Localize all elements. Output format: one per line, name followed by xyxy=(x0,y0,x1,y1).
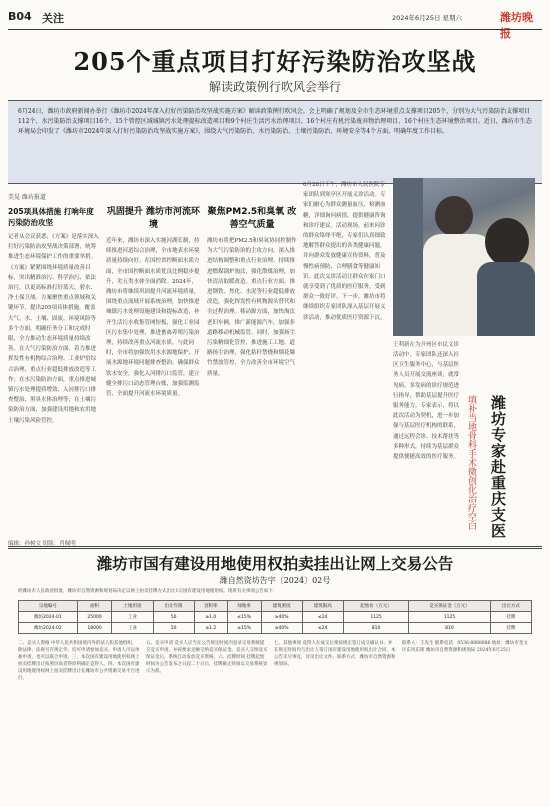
table-header: 起始价（万元） xyxy=(343,601,408,612)
table-cell: 810 xyxy=(343,623,408,634)
table-header: 土地用途 xyxy=(112,601,153,612)
table-cell: 工业 xyxy=(112,612,153,623)
lead-box xyxy=(8,100,542,184)
table-cell: ≥40% xyxy=(261,612,302,623)
byline: 美晃 潍坊报道 xyxy=(8,194,46,201)
table-row xyxy=(19,623,532,634)
table-header-row xyxy=(19,601,532,612)
article-column-4 xyxy=(303,180,387,510)
notice-column-1: 二、竞买人资格 中华人民共和国境内外的法人和其他组织，除法律、法规另有规定外，均可申请参加竞买。申请人可以单独申请，也可以联合申请。三、本次国有建设用地使用权网上拍卖挂牌出让按照价高者得原则确定竞得人。四、本次国有建设用地使用权网上拍卖挂牌出让在潍坊市公共资源交易平台进行。 xyxy=(18,641,140,681)
notice-column-4: 联系人：王先生 联系电话：0536-8888888 地址：潍坊市奎文区东风东街 潍坊市自然资源和规划局 2024年6月25日 xyxy=(402,641,528,653)
news-photo xyxy=(393,178,535,336)
main-headline: 205个重点项目打好污染防治攻坚战 xyxy=(73,47,477,76)
notice-subtitle: 潍自然资坊告字〔2024〕02号 xyxy=(219,576,331,585)
page-code: B04 xyxy=(8,10,32,23)
section-name: 关注 xyxy=(42,12,64,25)
column-2-text: 近年来，潍坊市深入实施河湖长制，持续推进河道综合治理，全市地表水环境质量持续向好。在国控省控断面水质方面，全市国控断面水质优良比例稳步提升，劣五类水体全面消除。2024年，潍坊市将继续巩固提升河流环境质量，围绕重点流域开展系统治理，加快推进城镇污水处理设施建设和提标改造，补齐生活污水收集管网短板，强化工业园区污水集中处理，推进畜禽养殖污染治理，持续改善重点河流水质。与此同时，全市将加强饮用水水源地保护，开展水源地环境问题排查整治，确保群众饮水安全。强化入河排污口监管，建立健全排污口动态管理台账，加强监测监管，全面提升河流水环境质量。 xyxy=(106,238,200,398)
table-cell: ≥1.2 xyxy=(194,623,227,634)
notice-intro: 经潍坊市人民政府批准，潍坊市自然资源和规划局决定以网上拍卖挂牌方式出让1宗国有建设用地使用权。现将有关事项公告如下： xyxy=(18,589,278,594)
table-cell: 潍坊2024-02 xyxy=(19,623,78,634)
table-cell: 50 xyxy=(153,623,194,634)
table-row xyxy=(19,612,532,623)
table-cell: ≤15% xyxy=(227,623,261,634)
land-parcel-table xyxy=(18,600,532,634)
article-column-5 xyxy=(393,350,459,530)
photo-caption: 王利新在为开州区市民义诊 xyxy=(393,342,460,348)
column-1-text: 记者从会议获悉，《方案》是落实深入打好污染防治攻坚战决策部署，统筹推进生态环境保护工作的重要举措。《方案》紧紧围绕环境质量改善目标，突出精准治污、科学治污、依法治污，以更高标准打好蓝天、碧水、净土保卫战。方案聚焦重点领域和关键环节，提出205项具体措施，覆盖大气、水、土壤、固废、环境风险等多个方面，明确任务分工和完成时限，全力推动生态环境质量持续改善。在大气污染防治方面，着力推进挥发性有机物综合治理、工业炉窑综合治理、重点行业超低排放改造等工作；在水污染防治方面，重点推进城镇污水处理提质增效、入河排污口排查整治、黑臭水体治理等；在土壤污染防治方面，加强建设用地和农用地土壤污染风险管控。 xyxy=(8,234,99,424)
table-header: 建筑密度 xyxy=(261,601,302,612)
table-cell: 挂牌 xyxy=(490,612,531,623)
column-3-text: 潍坊市将把PM2.5和臭氧协同控制作为大气污染防治的主攻方向，深入推进结构调整和重点行业治理。持续推进燃煤锅炉淘汰，强化散煤治理，加快清洁取暖改造。重点行业方面，推进钢铁、焦化、水泥等行业超低排放改造，强化挥发性有机物源头替代和全过程治理。移动源方面，加快淘汰老旧车辆，推广新能源汽车，加强非道路移动机械监管。同时，加强扬尘污染精细化管控，推进施工工地、道路扬尘治理，强化秸秆禁烧和烟花爆竹禁放管控，全力改善全市环境空气质量。 xyxy=(207,238,297,377)
issue-date: 2024年6月25日 星期六 xyxy=(392,14,463,22)
table-header: 宗地编号 xyxy=(19,601,78,612)
article-column-1 xyxy=(8,200,100,530)
table-cell: 810 xyxy=(409,623,490,634)
table-header: 竞买保证金（万元） xyxy=(409,601,490,612)
table-header: 建筑限高 xyxy=(302,601,343,612)
article-column-2 xyxy=(106,200,201,530)
article-column-3 xyxy=(207,200,297,530)
table-cell: 潍坊2024-01 xyxy=(19,612,78,623)
column-2-heading: 巩固提升 潍坊市河流环境 xyxy=(106,207,201,230)
notice-column-2: 五、竞买申请 竞买人应当在公告规定时间内登录交易系统提交竞买申请，并按要求足额交纳竞买保证金。竞买人交纳竞买保证金后，系统自动发放竞买资格。六、挂牌时间 挂牌起始时间为公告发布之日起二十日后，挂牌截止时间以交易系统显示为准。 xyxy=(146,641,268,674)
lead-text: 6月24日，潍坊市政府新闻办举行《潍坊市2024年深入打好污染防治攻坚战实施方案》解读政策例行吹风会。会上明确了规划及全市生态环境重点支撑项目205个，分别为大气污染防治支撑项目112个、水污染防治支撑项目16个、15个管控区域城镇污水处理提标改造项目和9个村庄生活污水治理项目、16个村庄有机污染废弃物治理项目、16个村庄生态环境整治项目。近日，潍坊市生态环境局会印发了《潍坊市2024年深入打好污染防治攻坚战实施方案》，围绕大气污染防治、水污染防治、土壤污染防治、环境安全等4个方面，明确年度工作目标。 xyxy=(18,108,532,135)
table-cell: 工业 xyxy=(112,623,153,634)
column-3-heading: 聚焦PM2.5和臭氧 改善空气质量 xyxy=(207,207,297,230)
table-cell: ≥40% xyxy=(261,623,302,634)
table-cell: 挂牌 xyxy=(490,623,531,634)
table-cell: ≤24 xyxy=(302,612,343,623)
newspaper-logo: 潍坊晚报 xyxy=(500,11,533,40)
vertical-subtitle: 填补当地骨科手术微创化治疗空白 xyxy=(466,395,476,530)
table-cell: 25000 xyxy=(77,612,112,623)
table-cell: 1125 xyxy=(409,612,490,623)
table-header: 容积率 xyxy=(194,601,227,612)
table-cell: ≤24 xyxy=(302,623,343,634)
table-header: 面积 xyxy=(77,601,112,612)
column-1-heading: 205项具体措施 打响年度污染防治攻坚 xyxy=(8,207,94,227)
column-4-text: 6月28日下午，潍坊市人民医院专家团队到寒亭区开展义诊活动。专家们耐心为群众测量血压、检测血糖，详细询问病情，提供健康咨询和诊疗建议。活动现场，前来问诊的群众络绎不绝，专家们认真细致地解答群众提出的各类健康问题，并向群众发放健康宣传资料，普及慢性病预防、合理膳食等健康知识。此次义诊活动让群众在家门口就享受到了优质的医疗服务，受到群众一致好评。下一步，潍坊市将继续组织专家团队深入基层开展义诊活动，推动优质医疗资源下沉。 xyxy=(303,182,386,321)
editor-credits: 编辑：孙树文 组版：肖佩明 xyxy=(8,541,76,547)
table-cell: ≤15% xyxy=(227,612,261,623)
sub-headline: 解读政策例行吹风会举行 xyxy=(208,80,341,94)
table-header: 出让年限 xyxy=(153,601,194,612)
table-cell: ≥1.0 xyxy=(194,612,227,623)
table-header: 绿地率 xyxy=(227,601,261,612)
notice-title: 潍坊市国有建设用地使用权拍卖挂出让网上交易公告 xyxy=(96,554,454,573)
table-cell: 18000 xyxy=(77,623,112,634)
table-cell: 1125 xyxy=(343,612,408,623)
section-divider xyxy=(8,546,542,549)
page-header xyxy=(8,8,542,40)
column-5-text: 活动中，专家团队还深入社区卫生服务中心，与基层医务人员开展交流座谈，就常见病、多发病的诊疗规范进行指导，帮助基层提升医疗服务能力。专家表示，将以此次活动为契机，进一步加强与基层医疗机构的联系，通过远程会诊、技术帮扶等多种形式，持续为基层群众提供便捷高效的医疗服务。 xyxy=(393,352,459,461)
table-cell: 50 xyxy=(153,612,194,623)
vertical-title: 潍坊专家赴重庆支医 xyxy=(489,395,507,539)
notice-column-3: 七、其他事项 竞得人在成交后须按规定签订成交确认书，并在规定时间内与出让人签订国有建设用地使用权出让合同。本公告未尽事宜，详见出让文件。联系方式：潍坊市自然资源和规划局。 xyxy=(274,641,396,667)
table-header: 出让方式 xyxy=(490,601,531,612)
